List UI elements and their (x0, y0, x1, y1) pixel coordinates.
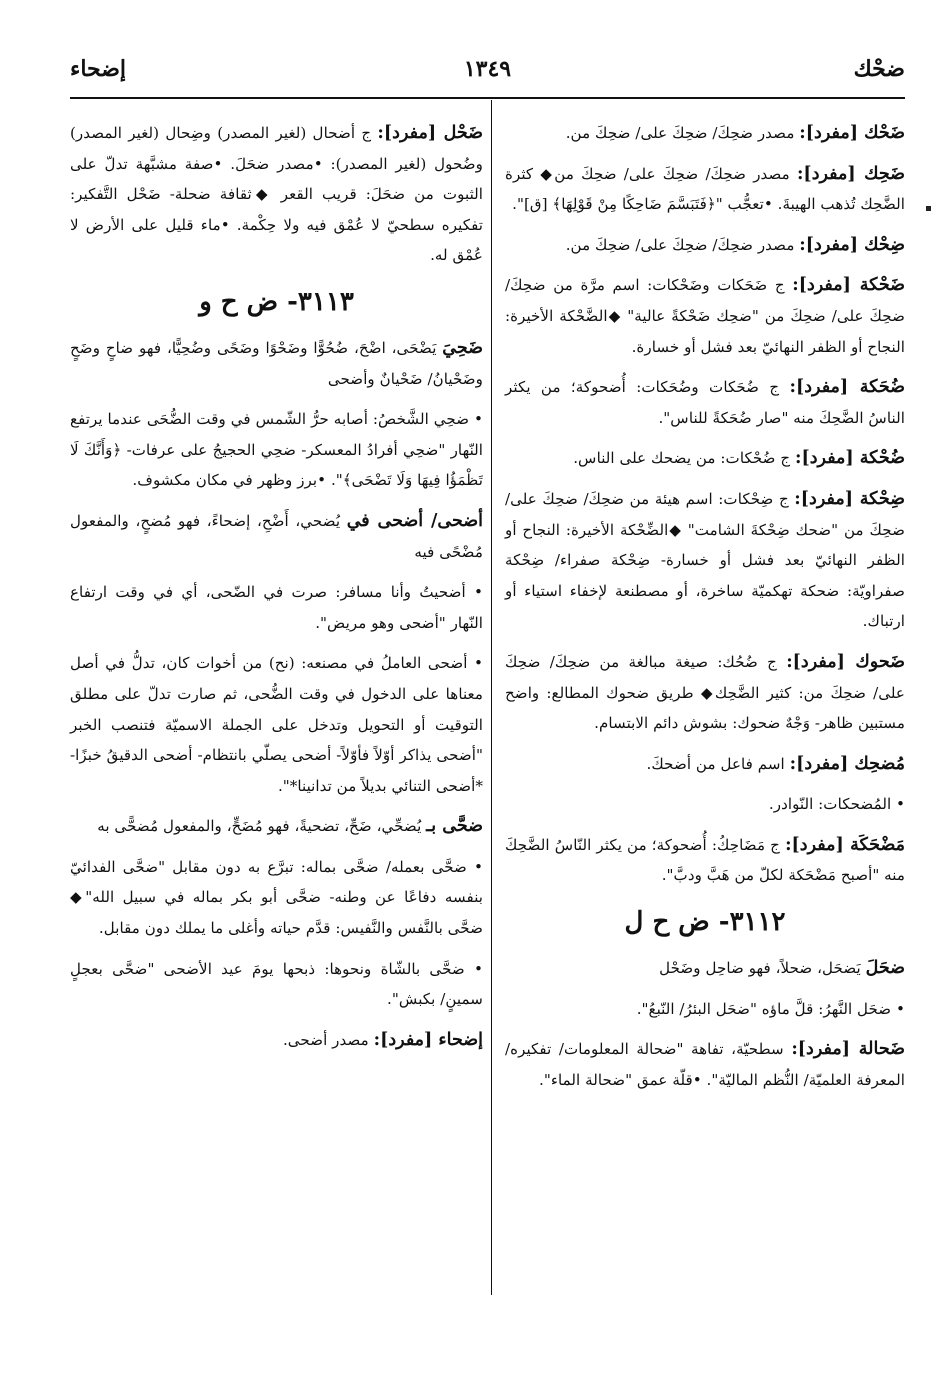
dictionary-entry (505, 789, 905, 820)
entry-headword: مَضْحَكَة [مفرد]: (785, 834, 905, 855)
dictionary-entry (505, 749, 905, 780)
dictionary-entry (505, 994, 905, 1025)
entry-headword: ضَحْك [مفرد]: (799, 123, 905, 143)
entry-definition: • أضحيتُ وأنا مسافر: صرت في الضّحى، أي في وقت ارتفاع النّهار "أضحى وهو مريض". (70, 583, 483, 632)
section-heading: ٣١١٢- ض ح ل (624, 907, 786, 938)
entry-headword: ضِحْك [مفرد]: (799, 234, 905, 255)
dictionary-entry (505, 118, 905, 149)
entry-definition: مصدر ضحِكَ/ ضحِكَ على/ ضحِكَ من. (565, 124, 800, 142)
dictionary-entry (70, 648, 483, 801)
entry-definition: اسم فاعل من أضحكَ. (646, 754, 790, 773)
entry-definition: سطحيّة، تفاهة "ضحالة المعلومات/ تفكيره/ المعرفة العلميّة/ النُّظم الماليّة". •قلّة عمق "ضحالة الماء". (505, 1040, 905, 1089)
dictionary-entry (505, 443, 905, 474)
entry-definition: مصدر ضحِكَ/ ضحِكَ على/ ضحِكَ من. (565, 235, 800, 254)
entry-definition: • ضحِي الشَّخصُ: أصابه حرُّ الشّمس في وقت الضُّحَى عندما يرتفع النّهار "ضحِي أفرادُ المعسكر- ضحِي الحجيجُ على عرفات- ﴿وَأَنَّكَ لَا تَظْمَؤُا فِيهَا وَلَا تَضْحَى﴾". •برز وظهر في مكان مكشوف. (70, 410, 483, 490)
entry-headword: ضُحْكة [مفرد]: (795, 448, 905, 469)
entry-definition: مصدر ضحِكَ/ ضحِكَ على/ ضحِكَ من◆ كثرة الضَّحِك تُذهب الهيبةَ. •تعجُّب "﴿فَتَبَسَّمَ ضَاحِكًا مِنْ قَوْلِهَا﴾ [ق]". (505, 164, 905, 214)
entry-headword: ضَحوك [مفرد]: (786, 651, 905, 672)
entry-definition: ج ضُحَكات وضُحَكات: أُضحوكة؛ من يكثر الناسُ الضَّحِكَ منه "صار ضُحَكةً للناس". (505, 378, 905, 427)
entry-definition: ج ضِحْكات: اسم هيئة من ضحِكَ/ ضحِكَ على/ ضحِكَ من "ضحك ضِحْكةَ الشامت" ◆الضِّحْكة الأخيرة: النجاح أو الظفر النهائيّ بعد فشل أو خسارة- ضِحْكة صفراء/ ضِحْكة صفراويّة: ضحكة تهكميّة ساخرة، أو مصطنعة لإخفاء استياء أو ارتباك. (505, 489, 905, 631)
right-column (505, 118, 905, 1105)
entry-headword: ضَحِيَ (442, 337, 483, 358)
entry-headword: ضَحِك [مفرد]: (796, 163, 905, 184)
entry-headword: ضَحْكة [مفرد]: (792, 275, 905, 296)
entry-definition: يَضحَل، ضحلاً، فهو ضاحِل وضَحْل (659, 959, 866, 978)
entry-definition: • ضحَل النَّهرُ: قلَّ ماؤه "ضحَل البئرُ/ النّبعُ". (636, 999, 905, 1018)
entry-headword: ضُحَكة [مفرد]: (789, 377, 905, 398)
entry-definition: • المُضحكات: النّوادر. (768, 795, 905, 814)
dictionary-entry (70, 1025, 483, 1056)
page-number: ١٣٤٩ (463, 56, 512, 82)
entry-definition: • ضحَّى بعمله/ ضحَّى بماله: تبرَّع به دون مقابل "ضحَّى الفدائيّ بنفسه دفاعًا عن وطنه- ضحَّى أبو بكر بماله في سبيل الله"◆ ضحَّى بالنَّفس والنَّفيس: قدَّم حياته وأغلى ما يملك دون مقابل. (70, 857, 483, 938)
dictionary-entry (505, 484, 905, 637)
entry-headword: أضحى/ أضحى في (346, 510, 483, 531)
entry-definition: ج ضُحْكات: من يضحك على الناس. (573, 449, 795, 468)
entry-definition: ج ضَحَكات وضَحْكات: اسم مرَّة من ضحِكَ/ ضحِكَ على/ ضحِكَ من "ضحِك ضَحْكةً عالية" ◆الضَّحْكة الأخيرة: النجاح أو الظفر النهائيّ بعد فشل أو خسارة. (505, 276, 905, 356)
entry-definition: مصدر أضحى. (282, 1030, 374, 1049)
entry-headword: ضحَّى بـ (426, 816, 483, 837)
entry-definition: ج مَضَاحِكُ: أُضحوكة؛ من يكثر النّاسُ الضَّحِكَ منه "أصبح مَضْحَكة لكلّ من هَبَّ ودبَّ". (505, 835, 905, 885)
entry-headword: ضِحْكة [مفرد]: (794, 488, 905, 509)
margin-mark (926, 206, 931, 211)
dictionary-entry (505, 647, 905, 739)
dictionary-entry (505, 270, 905, 362)
entry-headword: ضَحْل [مفرد]: (377, 123, 483, 143)
dictionary-entry (70, 333, 483, 394)
dictionary-entry (70, 852, 483, 944)
header-guide-word-left: إضحاء (70, 56, 127, 82)
entry-headword: إضحاء [مفرد]: (373, 1029, 483, 1050)
dictionary-entry (70, 506, 483, 567)
entry-definition: ج أضحال (لغير المصدر) وضِحال (لغير المصدر) وضُحول (لغير المصدر): •مصدر ضحَلَ. •صفة مشبَّهة تدلّ على الثبوت من ضحَلَ: قريب القعر ◆ثقافة ضحلة- ضَحْل التَّفكير: تفكيره سطحيّ لا عُمْق فيه ولا حِكْمة. •ماء قليل على الأرض لا عُمْق له. (70, 124, 483, 265)
dictionary-entry (505, 953, 905, 984)
entry-definition: • أضحى العاملُ في مصنعه: (نح) من أخوات كان، تدلُّ في أصل معناها على الدخول في وقت الضُّحى، ثم صارت تدلّ على مطلق التوقيت أو التحويل وتدخل على الجملة الاسميّة فتنصب الخبر "أضحى يذاكر أوّلاً فأوّلاً- أضحى يصلّي بانتظام- أضحى الدقيقُ خبزًا- *أضحى التنائي بديلاً من تدانينا*". (70, 654, 483, 795)
dictionary-entry (70, 811, 483, 842)
entry-headword: ضَحالة [مفرد]: (791, 1039, 905, 1060)
entry-definition: • ضحَّى بالشّاة ونحوها: ذبحها يومَ عيد الأضحى "ضحَّى بعجلٍ سمينٍ/ بكبش". (70, 959, 483, 1009)
dictionary-entry (70, 954, 483, 1015)
column-separator (491, 100, 492, 1295)
entry-definition: يُضحِّي، ضَحِّ، تضحيةً، فهو مُضَحٍّ، والمفعول مُضحًّى به (97, 817, 427, 836)
entry-definition: ج ضُحُك: صيغة مبالغة من ضحِكَ/ ضحِكَ على/ ضحِكَ من: كثير الضَّحِك◆ طريق ضحوك المطالع: واضح مستبين ظاهر- وَجْهٌ ضحوك: بشوش دائم الابتسام. (505, 652, 905, 733)
dictionary-entry (505, 372, 905, 433)
entry-definition: يُضحي، أَضْحِ، إضحاءً، فهو مُضحٍ، والمفعول مُضْحًى فيه (70, 511, 483, 561)
dictionary-entry (505, 230, 905, 261)
dictionary-entry (70, 577, 483, 638)
section-heading: ٣١١٣- ض ح و (199, 286, 354, 317)
entry-headword: مُضحِك [مفرد]: (789, 753, 905, 774)
dictionary-entry (505, 830, 905, 891)
header-rule (70, 97, 905, 99)
left-column (70, 118, 483, 1065)
entry-headword: ضحَلَ (865, 958, 905, 979)
header-guide-word-right: ضحْك (853, 56, 905, 82)
page-header (70, 56, 905, 96)
dictionary-entry (70, 404, 483, 496)
dictionary-entry (70, 118, 483, 271)
dictionary-entry (505, 1034, 905, 1095)
dictionary-entry (505, 159, 905, 220)
entry-definition: يَضْحَى، اضْحَ، ضُحُوًّا وضَحْوًا وضَحًى وضُحِيًّا، فهو ضاحٍ وضَحٍ وضَحْيانُ/ ضَحْيانٌ وأضحى (70, 338, 483, 388)
